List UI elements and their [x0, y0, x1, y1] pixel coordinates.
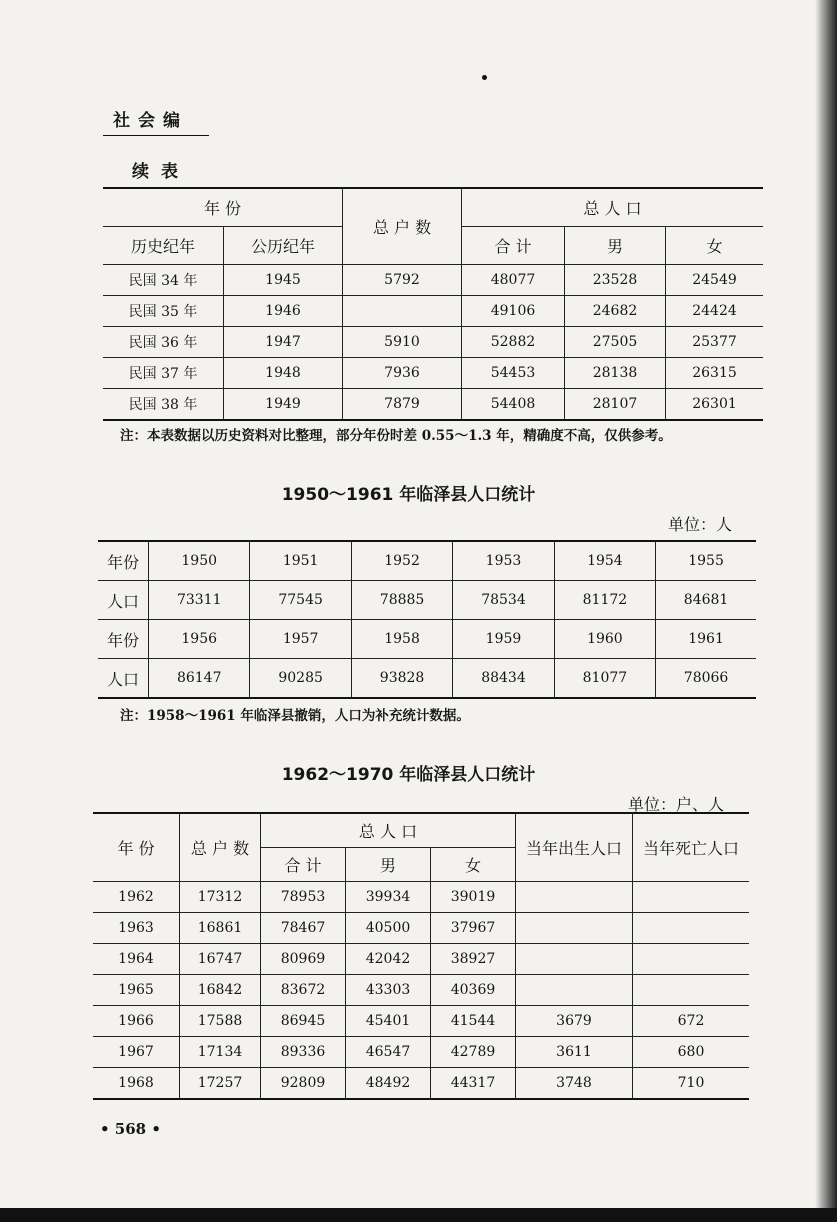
table-cell: 39019 — [431, 881, 516, 912]
table-cell: 46547 — [346, 1036, 431, 1067]
table-cell: 73311 — [149, 581, 250, 620]
table-cell: 26301 — [666, 388, 764, 420]
table-cell: 16842 — [180, 974, 261, 1005]
table-cell: 25377 — [666, 326, 764, 357]
table-cell: 28138 — [565, 357, 666, 388]
table-cell: 3748 — [516, 1067, 633, 1099]
table-cell: 1956 — [149, 620, 250, 659]
row-label-year: 年份 — [98, 541, 149, 581]
table-row — [98, 541, 756, 581]
table-cell: 93828 — [351, 659, 452, 699]
table-cell: 78885 — [351, 581, 452, 620]
table-cell: 5910 — [343, 326, 462, 357]
header-total: 合 计 — [261, 847, 346, 881]
table-cell: 3679 — [516, 1005, 633, 1036]
table-cell: 26315 — [666, 357, 764, 388]
table-cell: 44317 — [431, 1067, 516, 1099]
table-cell: 1963 — [93, 912, 180, 943]
table-cell: 17134 — [180, 1036, 261, 1067]
table-cell: 1955 — [656, 541, 756, 581]
table-cell: 1961 — [656, 620, 756, 659]
table-cell: 80969 — [261, 943, 346, 974]
table-cell — [633, 974, 750, 1005]
table-cell: 1958 — [351, 620, 452, 659]
table-cell: 1957 — [250, 620, 351, 659]
table-cell: 90285 — [250, 659, 351, 699]
table-cell: 24682 — [565, 295, 666, 326]
table-row — [103, 357, 763, 388]
table-row — [103, 264, 763, 295]
table-cell: 42042 — [346, 943, 431, 974]
table-cell: 81172 — [554, 581, 655, 620]
continued-label: 续表 — [132, 162, 190, 182]
table-cell: 民国 35 年 — [103, 295, 224, 326]
table-row — [98, 620, 756, 659]
table-cell: 38927 — [431, 943, 516, 974]
table-cell: 86945 — [261, 1005, 346, 1036]
table-cell: 民国 34 年 — [103, 264, 224, 295]
header-historic-year: 历史纪年 — [103, 226, 224, 264]
table-1950-1961 — [98, 540, 756, 699]
table-cell: 7879 — [343, 388, 462, 420]
table-cell: 16861 — [180, 912, 261, 943]
table-cell: 16747 — [180, 943, 261, 974]
table-cell: 1966 — [93, 1005, 180, 1036]
table-2-unit: 单位：人 — [668, 515, 733, 534]
table-cell: 民国 36 年 — [103, 326, 224, 357]
table-cell: 24424 — [666, 295, 764, 326]
table-cell: 78066 — [656, 659, 756, 699]
table-cell: 17588 — [180, 1005, 261, 1036]
header-male: 男 — [565, 226, 666, 264]
table-cell: 40500 — [346, 912, 431, 943]
section-header: 社会编 — [103, 106, 209, 136]
table-row — [103, 326, 763, 357]
table-cell: 48077 — [462, 264, 565, 295]
table-cell: 1962 — [93, 881, 180, 912]
table-cell: 1946 — [224, 295, 343, 326]
table-cell — [633, 912, 750, 943]
table-cell — [516, 881, 633, 912]
header-population: 总 人 口 — [462, 188, 764, 226]
table-cell: 5792 — [343, 264, 462, 295]
table-cell: 1951 — [250, 541, 351, 581]
table-cell: 77545 — [250, 581, 351, 620]
table-cell: 17257 — [180, 1067, 261, 1099]
table-cell: 民国 38 年 — [103, 388, 224, 420]
print-speck — [482, 75, 487, 80]
table-cell: 1950 — [149, 541, 250, 581]
page-bottom-edge — [0, 1208, 837, 1222]
table-1-note: 注：本表数据以历史资料对比整理，部分年份时差 0.55～1.3 年，精确度不高，仅供参考。 — [120, 428, 672, 444]
table-cell: 1953 — [453, 541, 554, 581]
table-cell: 48492 — [346, 1067, 431, 1099]
table-cell: 78467 — [261, 912, 346, 943]
table-cell — [343, 295, 462, 326]
table-cell: 92809 — [261, 1067, 346, 1099]
page-edge-shadow — [815, 0, 837, 1222]
table-cell: 1948 — [224, 357, 343, 388]
table-cell: 39934 — [346, 881, 431, 912]
header-year: 年 份 — [93, 813, 180, 881]
table-cell: 54453 — [462, 357, 565, 388]
table-cell: 28107 — [565, 388, 666, 420]
table-cell: 1965 — [93, 974, 180, 1005]
table-row — [93, 912, 749, 943]
header-births: 当年出生人口 — [516, 813, 633, 881]
header-population: 总 人 口 — [261, 813, 516, 847]
table-2-title: 1950～1961 年临泽县人口统计 — [281, 485, 536, 505]
table-row — [93, 943, 749, 974]
table-3-title: 1962～1970 年临泽县人口统计 — [281, 765, 536, 785]
table-cell: 45401 — [346, 1005, 431, 1036]
header-households: 总 户 数 — [180, 813, 261, 881]
header-deaths: 当年死亡人口 — [633, 813, 750, 881]
table-cell: 1945 — [224, 264, 343, 295]
table-cell: 83672 — [261, 974, 346, 1005]
table-cell: 37967 — [431, 912, 516, 943]
table-row — [103, 295, 763, 326]
table-cell: 41544 — [431, 1005, 516, 1036]
table-cell: 40369 — [431, 974, 516, 1005]
table-cell: 23528 — [565, 264, 666, 295]
header-gregorian-year: 公历纪年 — [224, 226, 343, 264]
page-number: • 568 • — [100, 1120, 161, 1138]
table-cell: 84681 — [656, 581, 756, 620]
table-row — [98, 581, 756, 620]
table-cell: 民国 37 年 — [103, 357, 224, 388]
row-label-population: 人口 — [98, 581, 149, 620]
table-cell: 710 — [633, 1067, 750, 1099]
table-cell: 54408 — [462, 388, 565, 420]
table-row — [98, 659, 756, 699]
table-cell: 672 — [633, 1005, 750, 1036]
table-3-unit: 单位：户、人 — [628, 795, 725, 814]
table-cell: 1954 — [554, 541, 655, 581]
table-cell — [633, 881, 750, 912]
table-cell: 1947 — [224, 326, 343, 357]
table-cell: 1967 — [93, 1036, 180, 1067]
table-row — [93, 974, 749, 1005]
table-cell: 1960 — [554, 620, 655, 659]
table-cell: 52882 — [462, 326, 565, 357]
table-cell: 1964 — [93, 943, 180, 974]
header-total: 合 计 — [462, 226, 565, 264]
table-2-note: 注：1958～1961 年临泽县撤销，人口为补充统计数据。 — [120, 708, 470, 724]
table-cell: 680 — [633, 1036, 750, 1067]
table-cell: 1959 — [453, 620, 554, 659]
table-cell — [633, 943, 750, 974]
table-cell: 78953 — [261, 881, 346, 912]
header-female: 女 — [666, 226, 764, 264]
header-female: 女 — [431, 847, 516, 881]
table-cell: 7936 — [343, 357, 462, 388]
table-1945-1949 — [103, 187, 763, 421]
table-cell: 1949 — [224, 388, 343, 420]
row-label-population: 人口 — [98, 659, 149, 699]
table-cell: 86147 — [149, 659, 250, 699]
table-3-body — [93, 881, 749, 1099]
table-cell: 88434 — [453, 659, 554, 699]
table-cell: 43303 — [346, 974, 431, 1005]
table-1-body — [103, 264, 763, 420]
table-row — [93, 1067, 749, 1099]
table-cell: 1952 — [351, 541, 452, 581]
table-cell: 78534 — [453, 581, 554, 620]
table-cell: 89336 — [261, 1036, 346, 1067]
table-cell — [516, 912, 633, 943]
table-cell: 81077 — [554, 659, 655, 699]
table-row — [93, 1005, 749, 1036]
table-cell: 17312 — [180, 881, 261, 912]
table-row — [93, 881, 749, 912]
table-cell: 24549 — [666, 264, 764, 295]
table-cell: 1968 — [93, 1067, 180, 1099]
table-cell: 27505 — [565, 326, 666, 357]
header-year: 年 份 — [103, 188, 343, 226]
table-cell: 42789 — [431, 1036, 516, 1067]
table-cell — [516, 974, 633, 1005]
table-cell: 49106 — [462, 295, 565, 326]
table-cell: 3611 — [516, 1036, 633, 1067]
table-1962-1970 — [93, 812, 749, 1100]
header-households: 总 户 数 — [343, 188, 462, 264]
table-cell — [516, 943, 633, 974]
header-male: 男 — [346, 847, 431, 881]
row-label-year: 年份 — [98, 620, 149, 659]
table-row — [93, 1036, 749, 1067]
table-row — [103, 388, 763, 420]
